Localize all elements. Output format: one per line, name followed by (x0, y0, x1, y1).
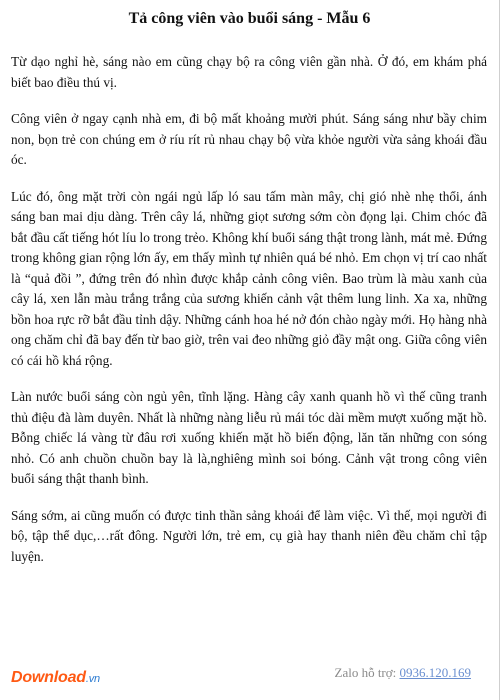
paragraph-3: Lúc đó, ông mặt trời còn ngái ngủ lấp ló sau tấm màn mây, chị gió nhè nhẹ thổi, ánh sáng ban mai dịu dàng. Trên cây lá, những giọt sương sớm còn đọng lại. Chim chóc đã bắt đầu cất tiếng hót líu lo trong trẻo. Không khí buổi sáng thật trong lành, mát mẻ. Đứng trong không gian rộng lớn ấy, em thấy mình tự nhiên quá bé nhỏ. Em chọn vị trí cao nhất là “quả đồi ”, đứng trên đó nhìn được khắp cảnh công viên. Bao trùm là màu xanh của cây lá, xen lẫn màu trắng trắng của sương khiến cảnh vật thêm lung linh. Xa xa, những bồn hoa rực rỡ bắt đầu tỉnh dậy. Những cánh hoa hé nở đón chào ngày mới. Họ hàng nhà ong chăm chỉ đã bay đến từ bao giờ, trên vai đeo những giỏ đầy mật ong. Giữa công viên có cái hồ khá rộng. (11, 188, 487, 368)
zalo-support (335, 664, 472, 682)
paragraph-4: Làn nước buổi sáng còn ngủ yên, tĩnh lặng. Hàng cây xanh quanh hồ vì thế cũng tranh thủ điệu đà làm duyên. Nhất là những nàng liễu rủ mái tóc dài mềm mượt xuống mặt hồ. Bỗng chiếc lá vàng từ đâu rơi xuống khiến mặt hồ biến động, lăn tăn những con sóng nhỏ. Có anh chuồn chuồn bay là là,nghiêng mình soi bóng. Cảnh vật trong công viên buổi sáng thật thanh bình. (11, 389, 487, 486)
document-title: Tả công viên vào buổi sáng - Mẫu 6 (128, 10, 371, 27)
paragraph-1: Từ dạo nghỉ hè, sáng nào em cũng chạy bộ ra công viên gần nhà. Ở đó, em khám phá biết bao điều thú vị. (11, 54, 487, 90)
document-body (11, 52, 487, 583)
paragraph-2: Công viên ở ngay cạnh nhà em, đi bộ mất khoảng mười phút. Sáng sáng như bầy chim non, bọn trẻ con chúng em ở ríu rít rủ nhau chạy bộ vừa khỏe người vừa sảng khoái đầu óc. (11, 111, 487, 167)
logo-tld-text: .vn (85, 673, 100, 685)
zalo-label: Zalo hỗ trợ: (334, 665, 400, 680)
logo-main-text: Download (11, 669, 86, 686)
download-logo[interactable] (11, 668, 100, 689)
page-footer (0, 650, 499, 700)
zalo-phone-link[interactable]: 0936.120.169 (399, 665, 471, 680)
paragraph-5: Sáng sớm, ai cũng muốn có được tinh thần sảng khoái để làm việc. Vì thế, mọi người đi bộ, tập thể dục,…rất đông. Người lớn, trẻ em, cụ già hay thanh niên đều chăm chỉ tập luyện. (11, 507, 487, 564)
